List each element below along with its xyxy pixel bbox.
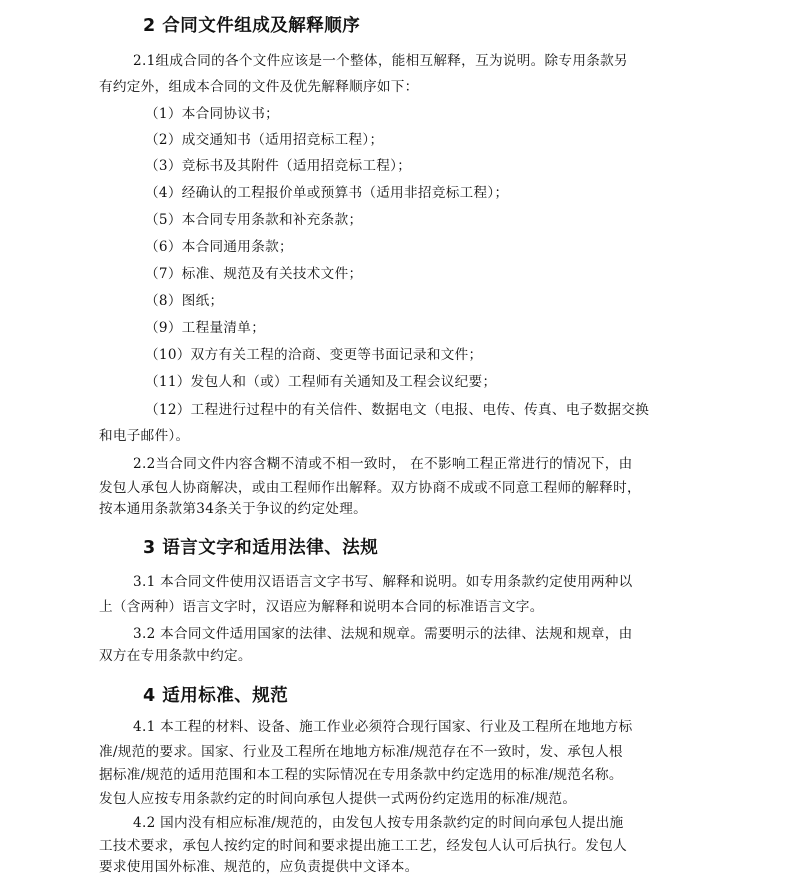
clause-3-1-line-1: 3.1 本合同文件使用汉语语言文字书写、解释和说明。如专用条款约定使用两种以 bbox=[133, 574, 633, 590]
clause-4-1-line-4: 发包人应按专用条款约定的时间向承包人提供一式两份约定选用的标准/规范。 bbox=[99, 791, 577, 807]
clause-4-1-line-2: 准/规范的要求。国家、行业及工程所在地地方标准/规范存在不一致时，发、承包人根 bbox=[99, 744, 623, 760]
list-item-10: （10）双方有关工程的洽商、变更等书面记录和文件； bbox=[145, 347, 483, 363]
list-item-9: （9）工程量清单； bbox=[145, 320, 266, 336]
list-item-6: （6）本合同通用条款； bbox=[145, 239, 293, 255]
clause-4-2-line-3: 要求使用国外标准、规范的，应负责提供中文译本。 bbox=[99, 859, 419, 875]
clause-2-1-line-2: 有约定外，组成本合同的文件及优先解释顺序如下： bbox=[99, 79, 419, 95]
list-item-11: （11）发包人和（或）工程师有关通知及工程会议纪要； bbox=[145, 374, 497, 390]
list-item-1: （1）本合同协议书； bbox=[145, 106, 279, 122]
list-item-12: （12）工程进行过程中的有关信件、数据电文（电报、电传、传真、电子数据交换 bbox=[145, 402, 650, 418]
clause-3-1-line-2: 上（含两种）语言文字时，汉语应为解释和说明本合同的标准语言文字。 bbox=[99, 599, 544, 615]
list-item-12-continued: 和电子邮件）。 bbox=[99, 428, 190, 444]
clause-4-2-line-1: 4.2 国内没有相应标准/规范的，由发包人按专用条款约定的时间向承包人提出施 bbox=[133, 815, 624, 831]
list-item-3: （3）竞标书及其附件（适用招竞标工程）； bbox=[145, 158, 412, 174]
clause-3-2-line-2: 双方在专用条款中约定。 bbox=[99, 648, 252, 664]
list-item-4: （4）经确认的工程报价单或预算书（适用非招竞标工程）； bbox=[145, 185, 509, 201]
clause-4-1-line-3: 据标准/规范的适用范围和本工程的实际情况在专用条款中约定选用的标准/规范名称。 bbox=[99, 767, 623, 783]
section-4-heading: 4 适用标准、规范 bbox=[143, 686, 289, 706]
clause-4-1-line-1: 4.1 本工程的材料、设备、施工作业必须符合现行国家、行业及工程所在地地方标 bbox=[133, 719, 633, 735]
list-item-7: （7）标准、规范及有关技术文件； bbox=[145, 266, 363, 282]
list-item-5: （5）本合同专用条款和补充条款； bbox=[145, 212, 363, 228]
clause-2-2-line-2: 发包人承包人协商解决，或由工程师作出解释。双方协商不成或不同意工程师的解释时， bbox=[99, 480, 641, 496]
section-2-heading: 2 合同文件组成及解释顺序 bbox=[143, 16, 361, 36]
clause-4-2-line-2: 工技术要求，承包人按约定的时间和要求提出施工工艺，经发包人认可后执行。发包人 bbox=[99, 838, 627, 854]
clause-2-1-line-1: 2.1组成合同的各个文件应该是一个整体，能相互解释，互为说明。除专用条款另 bbox=[133, 53, 628, 69]
section-3-heading: 3 语言文字和适用法律、法规 bbox=[143, 538, 379, 558]
list-item-8: （8）图纸； bbox=[145, 293, 224, 309]
clause-2-2-line-1: 2.2当合同文件内容含糊不清或不相一致时， 在不影响工程正常进行的情况下，由 bbox=[133, 456, 633, 472]
list-item-2: （2）成交通知书（适用招竞标工程）； bbox=[145, 132, 384, 148]
clause-3-2-line-1: 3.2 本合同文件适用国家的法律、法规和规章。需要明示的法律、法规和规章，由 bbox=[133, 626, 633, 642]
clause-2-2-line-3: 按本通用条款第34条关于争议的约定处理。 bbox=[99, 501, 367, 517]
